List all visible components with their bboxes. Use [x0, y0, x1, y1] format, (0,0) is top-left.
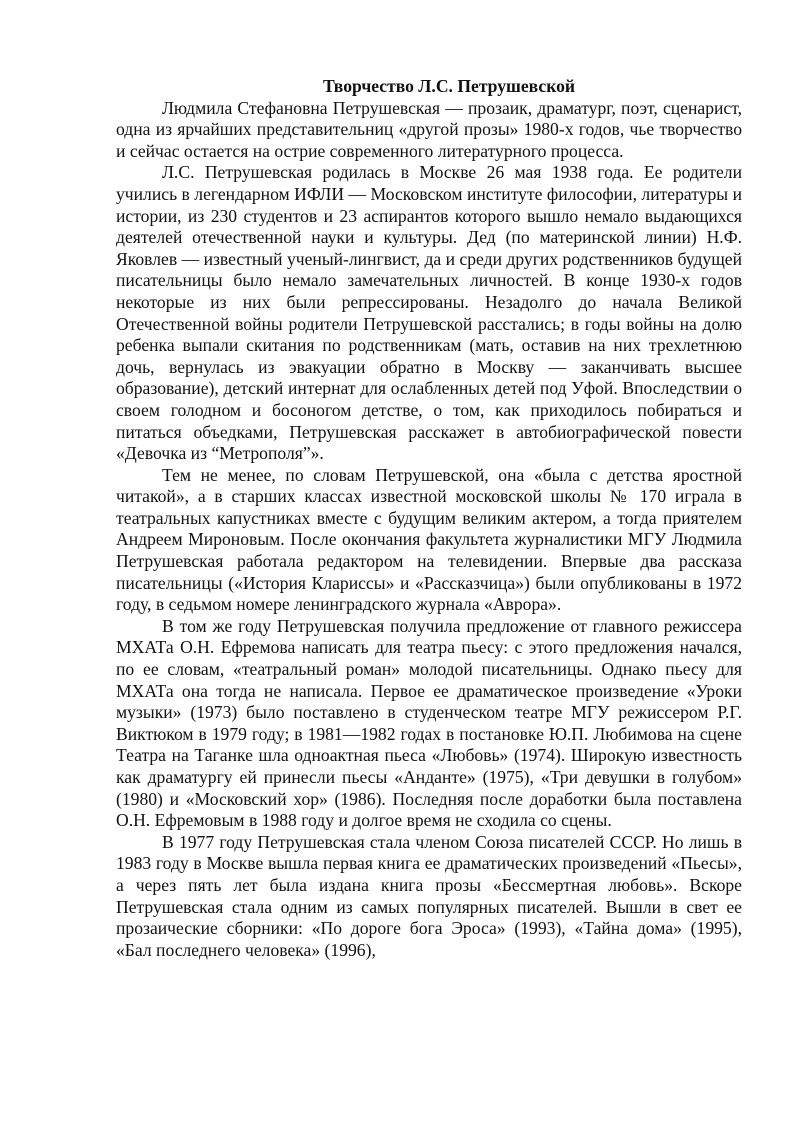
document-page	[116, 76, 742, 961]
paragraph-intro: Людмила Стефановна Петрушевская — прозаик, драматург, поэт, сценарист, одна из ярчайших представительниц «другой прозы» 1980-х годов, чье творчество и сейчас остается на острие современного литературного процесса.	[116, 97, 742, 161]
paragraph-biography: Л.С. Петрушевская родилась в Москве 26 мая 1938 года. Ее родители учились в легендарном ИФЛИ — Московском институте философии, литературы и истории, из 230 студентов и 23 аспирантов которого вышло немало выдающихся деятелей отечественной науки и культуры. Дед (по материнской линии) Н.Ф. Яковлев — известный ученый-лингвист, да и среди других родственников будущей писательницы было немало замечательных личностей. В конце 1930-х годов некоторые из них были репрессированы. Незадолго до начала Великой Отечественной войны родители Петрушевской расстались; в годы войны на долю ребенка выпали скитания по родственникам (мать, оставив на них трехлетнюю дочь, вернулась из эвакуации обратно в Москву — заканчивать высшее образование), детский интернат для ослабленных детей под Уфой. Впоследствии о своем голодном и босоногом детстве, о том, как приходилось побираться и питаться объедками, Петрушевская расскажет в автобиографической повести «Девочка из “Метрополя”».	[116, 162, 742, 464]
paragraph-publications: В 1977 году Петрушевская стала членом Союза писателей СССР. Но лишь в 1983 году в Москве вышла первая книга ее драматических произведений «Пьесы», а через пять лет была издана книга прозы «Бессмертная любовь». Вскоре Петрушевская стала одним из самых популярных писателей. Вышли в свет ее прозаические сборники: «По дороге бога Эроса» (1993), «Тайна дома» (1995), «Бал последнего человека» (1996),	[116, 831, 742, 960]
document-title: Творчество Л.С. Петрушевской	[322, 76, 576, 96]
paragraph-youth: Тем не менее, по словам Петрушевской, она «была с детства яростной читакой», а в старших классах известной московской школы № 170 играла в театральных капустниках вместе с будущим великим актером, а тогда приятелем Андреем Мироновым. После окончания факультета журналистики МГУ Людмила Петрушевская работала редактором на телевидении. Впервые два рассказа писательницы («История Клариссы» и «Рассказчица») были опубликованы в 1972 году, в седьмом номере ленинградского журнала «Аврора».	[116, 464, 742, 615]
paragraph-theatre: В том же году Петрушевская получила предложение от главного режиссера МХАТа О.Н. Ефремова написать для театра пьесу: с этого предложения начался, по ее словам, «театральный роман» молодой писательницы. Однако пьесу для МХАТа она тогда не написала. Первое ее драматическое произведение «Уроки музыки» (1973) было поставлено в студенческом театре МГУ режиссером Р.Г. Виктюком в 1979 году; в 1981—1982 годах в постановке Ю.П. Любимова на сцене Театра на Таганке шла одноактная пьеса «Любовь» (1974). Широкую известность как драматургу ей принесли пьесы «Анданте» (1975), «Три девушки в голубом» (1980) и «Московский хор» (1986). Последняя после доработки была поставлена О.Н. Ефремовым в 1988 году и долгое время не сходила со сцены.	[116, 615, 742, 831]
